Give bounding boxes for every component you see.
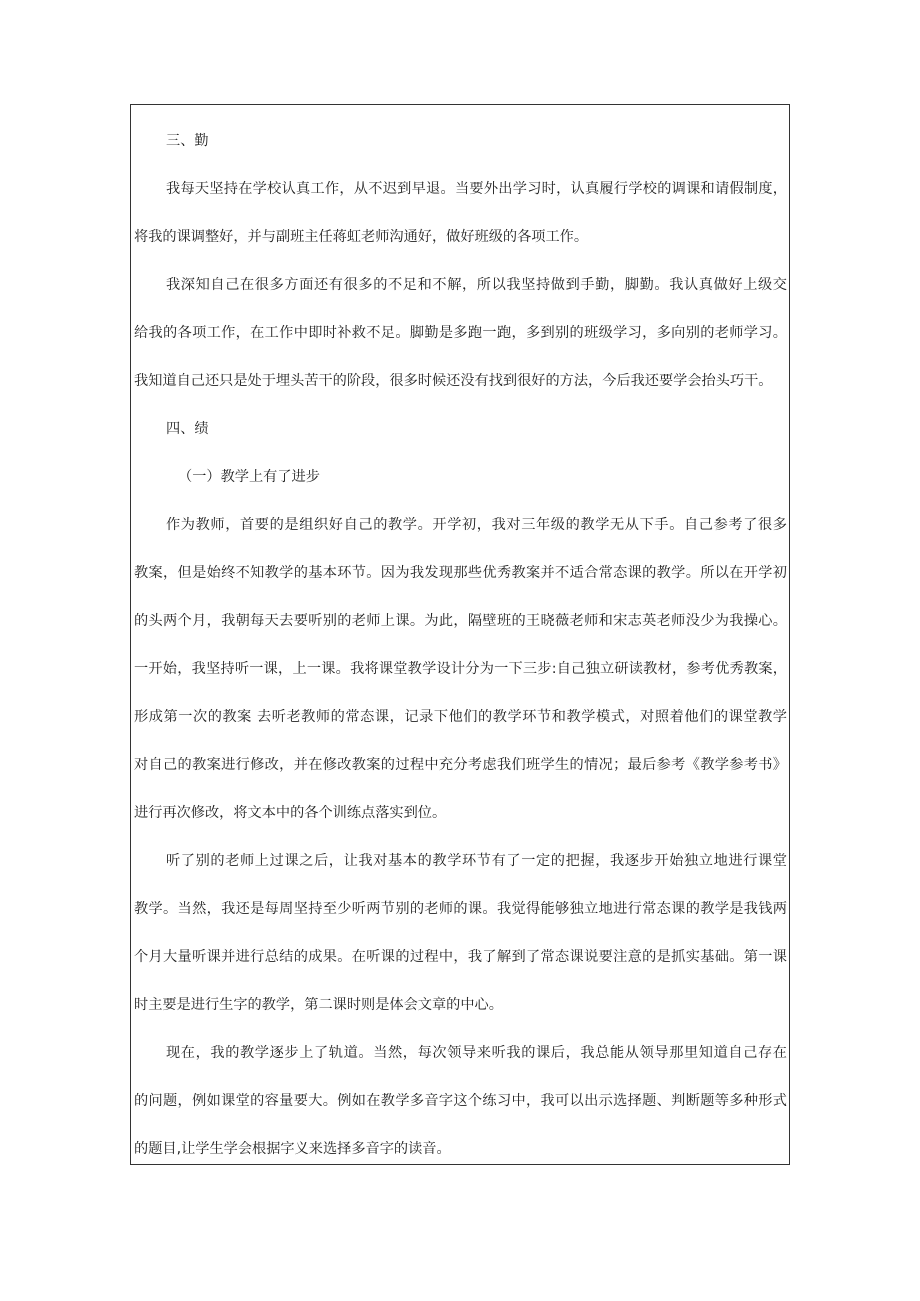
paragraph [134, 261, 787, 405]
paragraph-line: 个月大量听课并进行总结的成果。在听课的过程中，我了解到了常态课说要注意的是抓实基础。第一课 [134, 949, 787, 965]
paragraph-line: 形成第一次的教案 去听老教师的常态课，记录下他们的教学环节和教学模式，对照着他们的课堂教学 [134, 709, 787, 725]
paragraph [134, 165, 787, 261]
document-frame [130, 104, 790, 1165]
paragraph-line: 现在，我的教学逐步上了轨道。当然，每次领导来听我的课后，我总能从领导那里知道自己存在 [166, 1045, 787, 1061]
paragraph-line: 进行再次修改，将文本中的各个训练点落实到位。 [134, 805, 447, 821]
paragraph-line: 将我的课调整好，并与副班主任蒋虹老师沟通好，做好班级的各项工作。 [134, 229, 589, 245]
paragraph [134, 501, 787, 837]
paragraph-line: 时主要是进行生字的教学，第二课时则是体会文章的中心。 [134, 997, 503, 1013]
paragraph-line: 的问题，例如课堂的容量要大。例如在教学多音字这个练习中，我可以出示选择题、判断题等多种形式 [134, 1093, 787, 1109]
paragraph-line: 听了别的老师上过课之后，让我对基本的教学环节有了一定的把握，我逐步开始独立地进行课堂 [166, 853, 787, 869]
paragraph [134, 1029, 787, 1165]
section-heading-text: 三、勤 [166, 133, 209, 149]
paragraph-line: 教学。当然，我还是每周坚持至少听两节别的老师的课。我觉得能够独立地进行常态课的教学是我钱两 [134, 901, 787, 917]
paragraph-line: 我深知自己在很多方面还有很多的不足和不解，所以我坚持做到手勤，脚勤。我认真做好上级交 [166, 277, 787, 293]
paragraph-line: 对自己的教案进行修改，并在修改教案的过程中充分考虑我们班学生的情况；最后参考《教学参考书》 [134, 757, 787, 773]
paragraph-line: 的题目,让学生学会根据字义来选择多音字的读音。 [134, 1141, 451, 1157]
paragraph-line: 给我的各项工作，在工作中即时补救不足。脚勤是多跑一跑，多到别的班级学习，多向别的老师学习。 [134, 325, 787, 341]
subsection-heading [134, 453, 787, 501]
paragraph-line: 一开始，我坚持听一课，上一课。我将课堂教学设计分为一下三步:自己独立研读教材，参考优秀教案， [134, 661, 787, 677]
section-heading [134, 117, 787, 165]
paragraph-line: 教案，但是始终不知教学的基本环节。因为我发现那些优秀教案并不适合常态课的教学。所以在开学初 [134, 565, 787, 581]
section-heading [134, 405, 787, 453]
paragraph-line: 我知道自己还只是处于埋头苦干的阶段，很多时候还没有找到很好的方法，今后我还要学会抬头巧干。 [134, 373, 773, 389]
paragraph [134, 837, 787, 1029]
paragraph-line: 我每天坚持在学校认真工作，从不迟到早退。当要外出学习时，认真履行学校的调课和请假制度， [166, 181, 787, 197]
paragraph-line: 作为教师，首要的是组织好自己的教学。开学初，我对三年级的教学无从下手。自己参考了很多 [166, 517, 787, 533]
document-body [134, 117, 787, 1165]
section-heading-text: 四、绩 [166, 421, 209, 437]
paragraph-line: 的头两个月，我朝每天去要听别的老师上课。为此，隔壁班的王晓薇老师和宋志英老师没少为我操心。 [134, 613, 787, 629]
subsection-heading-text: （一）教学上有了进步 [178, 469, 320, 485]
